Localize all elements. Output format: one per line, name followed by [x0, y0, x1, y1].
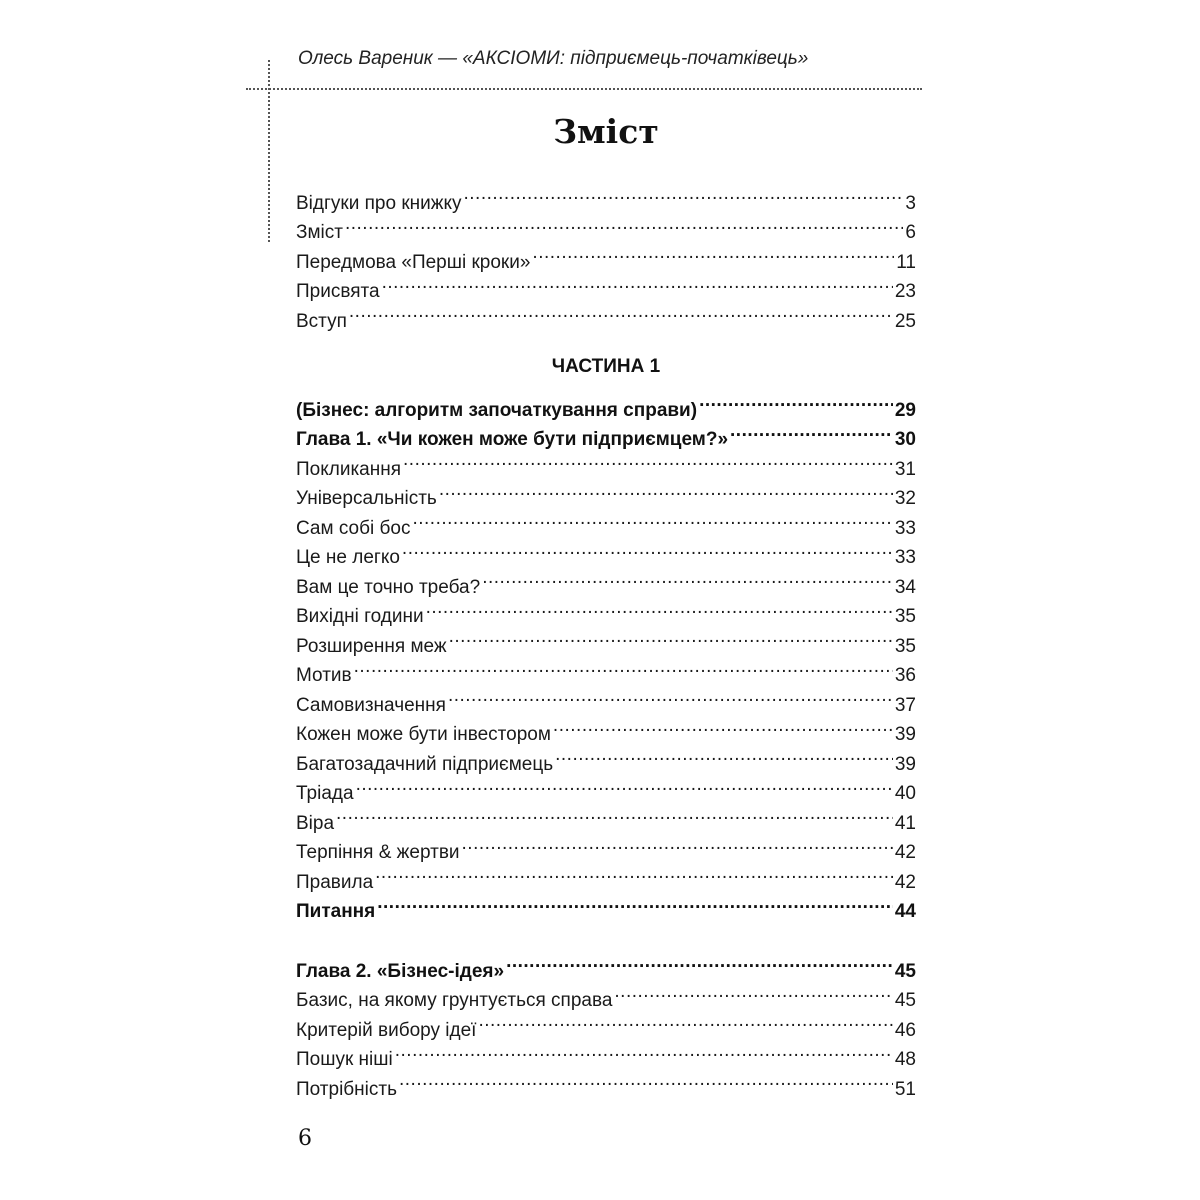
toc-dot-leader — [699, 386, 893, 416]
toc-entry-title: (Бізнес: алгоритм започаткування справи) — [296, 399, 698, 421]
toc-entry-page: 33 — [894, 547, 916, 568]
toc-entry-title: Потрібність — [296, 1078, 397, 1100]
toc-entry-title: Критерій вибору ідеї — [296, 1019, 477, 1041]
header-dotted-rule — [246, 88, 922, 90]
toc-dot-leader — [506, 947, 893, 977]
toc-dot-leader — [449, 622, 893, 652]
toc-entry-title: Покликання — [296, 458, 402, 480]
toc-entry-page: 6 — [905, 222, 916, 243]
toc-dot-leader — [356, 770, 893, 800]
toc-dot-leader — [614, 977, 892, 1007]
toc-dot-leader — [399, 1065, 893, 1095]
toc-entry-page: 51 — [894, 1078, 916, 1100]
toc-entry-title: Передмова «Перші кроки» — [296, 251, 531, 273]
part-heading: ЧАСТИНА 1 — [551, 356, 661, 377]
toc-entry — [296, 238, 916, 273]
toc-dot-leader — [478, 1006, 892, 1036]
toc-entry — [296, 858, 916, 893]
toc-dot-leader — [375, 858, 893, 888]
toc-entry-page: 41 — [894, 812, 916, 834]
toc-dot-leader — [349, 297, 893, 327]
page-number: 6 — [298, 1126, 312, 1151]
toc-entry-title: Відгуки про книжку — [296, 192, 462, 214]
toc-entry-page: 42 — [894, 842, 916, 863]
toc-entry — [296, 829, 916, 863]
toc-entry-title: Віра — [296, 812, 335, 834]
toc-entry-title: Глава 1. «Чи кожен може бути підприємцем?» — [296, 429, 729, 450]
toc-entry-title: Правила — [296, 871, 374, 893]
toc-dot-leader — [439, 475, 893, 505]
toc-dot-leader — [730, 416, 893, 446]
toc-entry-page: 36 — [894, 665, 916, 686]
toc-entry-page: 46 — [894, 1019, 916, 1041]
toc-entry-page: 25 — [894, 310, 916, 332]
toc-entry-page: 35 — [894, 606, 916, 627]
toc-entry-title: Присвята — [296, 281, 380, 302]
toc-entry-page: 37 — [894, 694, 916, 716]
toc-entry-page: 23 — [894, 281, 916, 302]
toc-dot-leader — [532, 238, 894, 268]
toc-entry-page: 31 — [894, 458, 916, 480]
toc-entry-page: 40 — [894, 783, 916, 804]
toc-dot-leader — [553, 711, 893, 741]
toc-entry-title: Вступ — [296, 310, 347, 332]
toc-entry-title: Універсальність — [296, 488, 437, 509]
toc-entry-title: Глава 2. «Бізнес-ідея» — [296, 960, 505, 982]
toc-entry-title: Вам це точно треба? — [296, 576, 481, 598]
toc-entry-page: 11 — [896, 251, 916, 273]
toc-part-1 — [296, 386, 916, 922]
toc-entry-title: Кожен може бути інвестором — [296, 724, 551, 745]
toc-entry-page: 39 — [894, 753, 916, 775]
toc-dot-leader — [336, 799, 893, 829]
toc-entry-title: Питання — [296, 901, 376, 922]
toc-dot-leader — [345, 209, 903, 239]
toc-entry-page: 44 — [894, 901, 916, 922]
toc-front-matter — [296, 179, 916, 332]
toc-entry-title: Вихідні години — [296, 606, 424, 627]
toc-entry — [296, 652, 916, 686]
toc-entry-page: 45 — [894, 960, 916, 982]
toc-entry — [296, 770, 916, 804]
toc-entry-title: Пошук ніші — [296, 1049, 393, 1070]
toc-dot-leader — [403, 445, 893, 475]
toc-entry — [296, 947, 916, 982]
toc-entry-title: Терпіння & жертви — [296, 842, 460, 863]
toc-entry-page: 34 — [894, 576, 916, 598]
toc-entry — [296, 268, 916, 302]
toc-dot-leader — [448, 681, 893, 711]
toc-entry — [296, 297, 916, 332]
toc-chapter-2 — [296, 947, 916, 1100]
toc-entry-page: 32 — [894, 488, 916, 509]
toc-dot-leader — [402, 534, 893, 564]
toc-entry — [296, 209, 916, 243]
toc-entry-page: 42 — [894, 871, 916, 893]
running-header: Олесь Вареник — «АКСІОМИ: підприємець-початківець» — [298, 48, 809, 69]
page-title: Зміст — [553, 112, 659, 151]
toc-dot-leader — [354, 652, 893, 682]
toc-dot-leader — [482, 563, 893, 593]
toc-entry — [296, 681, 916, 716]
toc-entry — [296, 799, 916, 834]
toc-entry-title: Базис, на якому грунтується справа — [296, 990, 613, 1011]
toc-dot-leader — [377, 888, 893, 918]
toc-entry-title: Це не легко — [296, 547, 400, 568]
toc-entry — [296, 179, 916, 214]
toc-dot-leader — [412, 504, 892, 534]
toc-entry — [296, 386, 916, 421]
toc-dot-leader — [462, 829, 893, 859]
toc-entry-title: Сам собі бос — [296, 517, 411, 539]
toc-dot-leader — [463, 179, 903, 209]
toc-entry-page: 35 — [894, 635, 916, 657]
toc-entry-title: Розширення меж — [296, 635, 447, 657]
toc-entry-title: Зміст — [296, 222, 343, 243]
toc-entry-title: Тріада — [296, 783, 354, 804]
margin-dotted-rule — [268, 60, 270, 242]
toc-entry-page: 29 — [894, 399, 916, 421]
toc-entry-title: Багатозадачний підприємець — [296, 753, 554, 775]
toc-entry-page: 45 — [894, 990, 916, 1011]
toc-entry-page: 30 — [894, 429, 916, 450]
toc-entry-page: 39 — [894, 724, 916, 745]
toc-dot-leader — [426, 593, 893, 623]
toc-entry — [296, 888, 916, 922]
toc-entry-page: 48 — [894, 1049, 916, 1070]
toc-dot-leader — [555, 740, 893, 770]
toc-entry-title: Мотив — [296, 665, 352, 686]
toc-dot-leader — [395, 1036, 893, 1066]
toc-entry-title: Самовизначення — [296, 694, 446, 716]
toc-dot-leader — [382, 268, 893, 298]
toc-entry-page: 33 — [894, 517, 916, 539]
toc-entry-page: 3 — [905, 192, 916, 214]
